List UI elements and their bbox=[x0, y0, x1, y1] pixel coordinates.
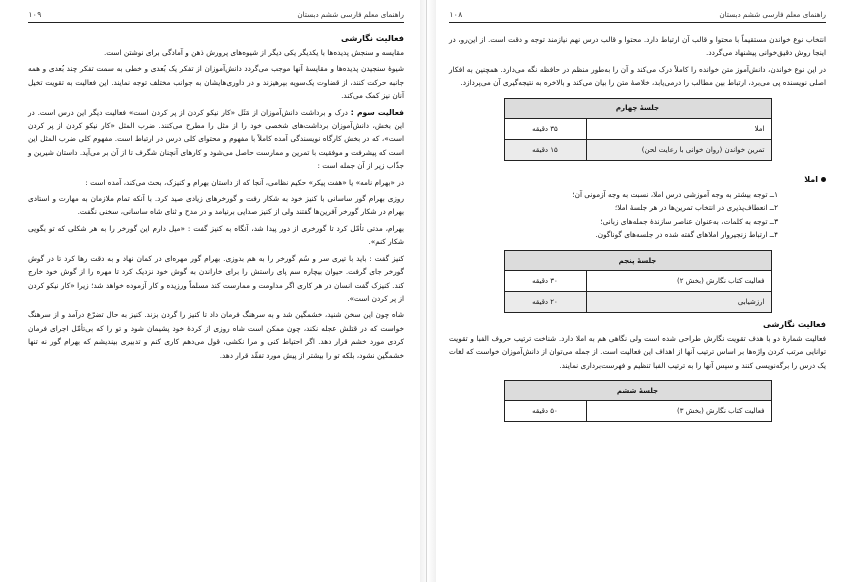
table-row bbox=[504, 292, 771, 313]
session-6-table bbox=[504, 380, 772, 422]
section-heading: فعالیت نگارشی bbox=[341, 33, 404, 43]
paragraph: در این نوع خواندن، دانش‌آموز متن خوانده را کاملاً درک می‌کند و آن را به‌طور منظم در حافظه نگه می‌دارد. همچنین به افکار اصلی نویسنده پی می‌برد، ارتباط بین مطالب را درمی‌یابد، خلاصهٔ متن را بیان می‌کند و بالاخره به نتیجه‌گیری آن می‌پردازد. bbox=[449, 64, 826, 88]
table-title: جلسهٔ پنجم bbox=[504, 251, 771, 271]
writing-heading: فعالیت نگارشی bbox=[763, 319, 826, 329]
story-paragraph: شاه چون این سخن شنید، خشمگین شد و به سرهنگ فرمان داد تا کنیز را گردن بزند. کنیز به حال تضرّع درآمد و از سرهنگ خواست که در قتلش عجله نکند، چون ممکن است شاه روزی از کردهٔ خود پشیمان شود و تو را که بی‌تأمّل اجرای فرمان کردی مورد خشم قرار دهد. اگر احتیاط کنی و مرا نکشی، قول می‌دهم کاری کنم و تدبیری بیندیشم که بهرام گور نه تنها خشمگین نشود، بلکه تو را بیشتر از پیش مورد تفقّد قرار دهد. bbox=[28, 310, 404, 360]
bullet-icon bbox=[821, 177, 826, 182]
book-title: راهنمای معلم فارسی ششم دبستان bbox=[297, 10, 404, 19]
activity-cell: ارزشیابی bbox=[586, 292, 771, 313]
imla-list bbox=[449, 188, 826, 242]
activity-cell: املا bbox=[586, 118, 771, 139]
activity-cell: فعالیت کتاب نگارش (بخش ۲) bbox=[586, 271, 771, 292]
activity-3-paragraph bbox=[28, 106, 404, 173]
list-item: ۳ــ توجه به کلمات، به‌عنوان عناصر سازندهٔ جمله‌های زبانی؛ bbox=[600, 216, 778, 226]
list-item: ۲ــ انعطاف‌پذیری در انتخاب تمرین‌ها در هر جلسهٔ املا؛ bbox=[614, 203, 778, 213]
duration-cell: ۱۵ دقیقه bbox=[504, 139, 586, 160]
book-title: راهنمای معلم فارسی ششم دبستان bbox=[719, 10, 826, 19]
session-5-table bbox=[504, 250, 772, 313]
list-item: ۱ــ توجه بیشتر به وجه آموزشی درس املا، نسبت به وجه آزمونی آن؛ bbox=[572, 189, 778, 199]
duration-cell: ۲۰ دقیقه bbox=[504, 292, 586, 313]
duration-cell: ۵۰ دقیقه bbox=[504, 401, 586, 422]
imla-heading bbox=[449, 175, 826, 184]
page-header bbox=[449, 10, 826, 23]
page-header bbox=[28, 10, 404, 23]
story-paragraph: بهرام، مدتی تأمّل کرد تا گورخری از دور پیدا شد، آنگاه به کنیز گفت : «میل دارم این گورخر را به هر شکلی که تو بگویی شکار کنم». bbox=[28, 223, 404, 247]
paragraph: شیوهٔ سنجیدن پدیده‌ها و مقایسهٔ آنها موجب می‌گردد دانش‌آموزان از تفکر یک بُعدی و خطی به سمت تفکر چند بُعدی و همه جانبه حرکت کنند، از قضاوت یک‌سویه بپرهیزند و در داوری‌هایشان به جوانب مختلف توجه نمایند. این فعالیت به تقویت تخیل آنان نیز کمک می‌کند. bbox=[28, 64, 404, 101]
paragraph: مقایسه و سنجش پدیده‌ها با یکدیگر یکی دیگر از شیوه‌های پرورش ذهن و آمادگی برای نوشتن است. bbox=[103, 48, 404, 57]
page-109 bbox=[0, 0, 427, 582]
page-number: ۱۰۹ bbox=[28, 10, 42, 19]
duration-cell: ۳۵ دقیقه bbox=[504, 118, 586, 139]
activity-cell: تمرین خواندن (روان خوانی با رعایت لحن) bbox=[586, 139, 771, 160]
page-number: ۱۰۸ bbox=[449, 10, 463, 19]
writing-paragraph: فعالیت شمارهٔ دو با هدف تقویت نگارش طراحی شده است ولی نگاهی هم به املا دارد. شناخت ترتیب حروف الفبا و تقویت توانایی مرتب کردن واژه‌ها بر اساس ترتیب آنها از اهداف این فعالیت است. از جمله می‌توان از دانش‌آموزان خواست که لغات یک درس را برگه‌نویسی کنند و سپس آنها را به ترتیب الفبا تنظیم و فهرست‌برداری نمایند. bbox=[449, 334, 826, 370]
table-row bbox=[504, 139, 771, 160]
imla-heading-text: املا bbox=[804, 174, 818, 184]
activity-cell: فعالیت کتاب نگارش (بخش ۳) bbox=[586, 401, 771, 422]
duration-cell: ۳۰ دقیقه bbox=[504, 271, 586, 292]
story-paragraph: کنیز گفت : باید با تیری سر و سُم گورخر را به هم بدوزی. بهرام گور مهره‌ای در کمان نهاد و به دقت رها کرد تا در گوش گورخر جای گرفت. حیوان بیچاره سم پای راستش را برای خاراندن به گوش خود نزدیک کرد تا مهره را از گوش خود خارج کند. کنیزک گفت انسان در هر کاری اگر مداومت و ممارست کند مسلماً ورزیده و کار آزموده خواهد شد؛ زیرا «کار نیکو کردن از پر کردن است». bbox=[28, 253, 404, 303]
table-row bbox=[504, 271, 771, 292]
page-108 bbox=[427, 0, 854, 582]
table-row bbox=[504, 401, 771, 422]
table-title: جلسهٔ ششم bbox=[504, 381, 771, 401]
paragraph: انتخاب نوع خواندن مستقیماً با محتوا و قالب آن ارتباط دارد. محتوا و قالب درس نهم نیازمند توجه و دقت است. از این‌رو، در اینجا روش دقیق‌خوانی پیشنهاد می‌گردد. bbox=[449, 35, 826, 58]
story-paragraph: روزی بهرام گور ساسانی با کنیز خود به شکار رفت و گورخرهای زیادی صید کرد. با آنکه تمام ملازمان به مهارت و استادی بهرام در شکار گورخر آفرین‌ها گفتند ولی از کنیز صدایی برنیامد و در مدح و ثنای شاه ساسانی، سخنی نگفت. bbox=[28, 194, 404, 217]
story-paragraph: در «بهرام نامه» یا «هفت پیکر» حکیم نظامی، آنجا که از داستان بهرام و کنیزک، بحث می‌کند، آمده است : bbox=[85, 177, 404, 187]
activity-3-label: فعالیت سوم : bbox=[350, 107, 404, 117]
list-item: ۴ــ ارتباط زنجیروار املاهای گفته شده در جلسه‌های گوناگون. bbox=[595, 230, 778, 240]
session-4-table bbox=[504, 98, 772, 161]
table-row bbox=[504, 118, 771, 139]
table-title: جلسهٔ چهارم bbox=[504, 98, 771, 118]
activity-3-text: درک و برداشت دانش‌آموزان از مَثَل «کار نیکو کردن از پر کردن است» فعالیت دیگر این درس است. در این بخش، دانش‌آموزان برداشت‌های شخصی خود را از مثل را مطرح می‌کنند. ضرب المثل «کار نیکو کردن از پر کردن است»، که در بخش کارگاه نویسندگی آمده کاملاً با مفهوم و محتوای کلی درس در ارتباط است. مفهوم کلی ضرب المثل این است که پیشرفت و موفقیت با تمرین و ممارست حاصل می‌شود و کارهای آنچنان شگرف تا از آن بر می‌آید. داستان شیرین و جذّاب زیر از آن جمله است : bbox=[28, 107, 404, 171]
